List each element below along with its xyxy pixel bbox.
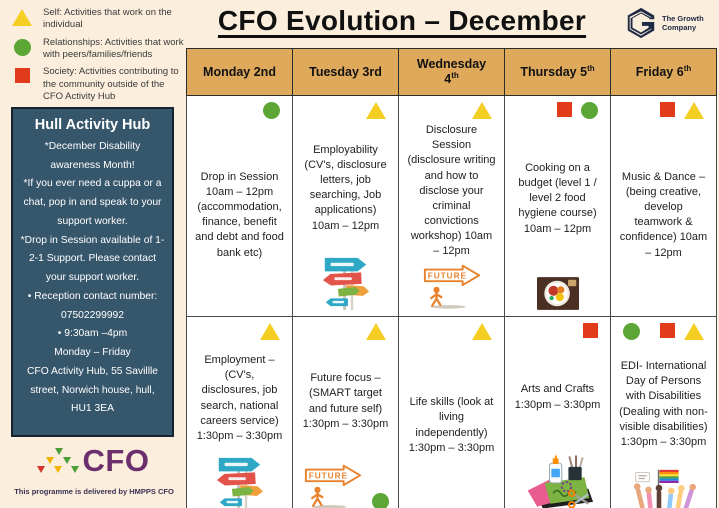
cell-text: Arts and Crafts 1:30pm – 3:30pm: [514, 383, 601, 411]
day-header-row: [187, 49, 717, 96]
calendar-cell-wednesday-pm: [399, 316, 505, 508]
hub-line: *If you ever need a cuppa or a chat, pop in and speak to your support worker.: [23, 178, 162, 227]
marker-row: [404, 101, 499, 121]
square-marker-icon: [557, 102, 572, 117]
calendar-cell-tuesday-pm: [293, 316, 399, 508]
self-triangle-icon: [12, 9, 32, 26]
day-header-wednesday: Wednesday 4th: [399, 49, 505, 96]
calendar-table: [186, 48, 717, 508]
circle-marker-icon: [581, 102, 598, 119]
square-marker-icon: [660, 323, 675, 338]
legend-item-relationships: [10, 37, 184, 62]
relationships-circle-icon: [14, 39, 31, 56]
cell-image: [510, 277, 605, 310]
growth-company-logo: [624, 6, 716, 40]
square-marker-icon: [583, 323, 598, 338]
calendar-cell-tuesday-am: [293, 96, 399, 317]
hub-line: CFO Activity Hub, 55 Savillle street, Norwich house, hull, HU1 3EA: [26, 365, 159, 415]
hub-line: Monday – Friday: [54, 347, 131, 359]
marker-row: [510, 322, 605, 342]
cell-text: Cooking on a budget (level 1 / level 2 food hygiene course) 10am – 12pm: [518, 161, 597, 235]
signpost-icon: [317, 256, 375, 310]
growth-company-g-icon: [624, 6, 658, 40]
legend: [10, 7, 184, 103]
marker-row: [192, 322, 287, 342]
hub-title: Hull Activity Hub: [34, 117, 151, 133]
cell-text: Life skills (look at living independently) 1:30pm – 3:30pm: [408, 396, 495, 454]
marker-row: [192, 101, 287, 121]
circle-marker-icon: [623, 323, 640, 340]
calendar-cell-friday-am: [611, 96, 717, 317]
day-header-thursday: Thursday 5th: [505, 49, 611, 96]
triangle-marker-icon: [684, 102, 704, 119]
square-marker-icon: [660, 102, 675, 117]
cell-image: [298, 256, 393, 310]
cfo-logo: [28, 443, 158, 479]
legend-label: Self: Activities that work on the individual: [43, 7, 172, 31]
arts-crafts-icon: [522, 454, 594, 508]
calendar-cell-thursday-am: [505, 96, 611, 317]
legend-item-self: [10, 7, 184, 32]
cell-text: Music & Dance – (being creative, develop teamwork & confidence) 10am – 12pm: [619, 170, 708, 259]
afternoon-session-row: [187, 316, 717, 508]
hub-info-panel: [11, 107, 174, 437]
calendar-cell-monday-am: [187, 96, 293, 317]
page-title: CFO Evolution – December: [217, 5, 587, 36]
hub-line: • Reception contact number: 07502299992: [27, 290, 158, 321]
day-header-monday: Monday 2nd: [187, 49, 293, 96]
triangle-marker-icon: [472, 102, 492, 119]
cell-image: [192, 456, 287, 508]
triangle-marker-icon: [472, 323, 492, 340]
cell-text: Employment – (CV's, disclosures, job search, national careers service) 1:30pm – 3:30pm: [196, 354, 283, 442]
food-photo: [537, 277, 579, 310]
calendar-cell-monday-pm: [187, 316, 293, 508]
marker-row: [616, 322, 711, 342]
society-square-icon: [15, 68, 30, 83]
svg-text:FUTURE: FUTURE: [308, 471, 348, 481]
day-header-friday: Friday 6th: [611, 49, 717, 96]
calendar-cell-thursday-pm: [505, 316, 611, 508]
signpost-icon: [211, 456, 269, 508]
marker-row: [298, 101, 393, 121]
cell-image: [404, 262, 499, 310]
cfo-logo-text: CFO: [82, 443, 150, 478]
cell-image: [298, 462, 393, 508]
cell-text: Disclosure Session (disclosure writing and how to disclose your criminal convictions workshop) 10am – 12pm: [407, 124, 496, 258]
triangle-marker-icon: [684, 323, 704, 340]
calendar-cell-friday-pm: [611, 316, 717, 508]
marker-row: [510, 101, 605, 121]
legend-item-society: [10, 66, 184, 103]
pride-hands-flag-icon: [629, 468, 699, 508]
circle-marker-icon: [372, 493, 389, 508]
cell-text: Employability (CV's, disclosure letters, job searching, Job applications) 10am – 12pm: [304, 143, 387, 232]
cell-text: EDI- International Day of Persons with Disabilities (Dealing with non-visible disabilities) 1:30pm – 3:30pm: [619, 360, 708, 448]
svg-text:FUTURE: FUTURE: [427, 271, 467, 281]
triangle-marker-icon: [260, 323, 280, 340]
legend-label: Society: Activities contributing to the community outside of the CFO Activity Hub: [43, 66, 179, 103]
future-sign-icon: [302, 462, 364, 508]
marker-row: [298, 322, 393, 342]
cell-image: [616, 468, 711, 508]
cell-text: Future focus – (SMART target and future self) 1:30pm – 3:30pm: [302, 372, 389, 430]
footer-note: This programme is delivered by HMPPS CFO: [14, 487, 174, 496]
calendar-cell-wednesday-am: [399, 96, 505, 317]
marker-row: [404, 322, 499, 342]
cell-text: Drop in Session 10am – 12pm (accommodation, finance, benefit and debt and food bank etc): [195, 170, 284, 259]
marker-row: [616, 101, 711, 121]
hub-line: *December Disability awareness Month!: [44, 141, 141, 171]
hub-line: • 9:30am –4pm: [57, 328, 128, 340]
triangle-marker-icon: [366, 323, 386, 340]
growth-company-label: The Growth Company: [662, 14, 704, 32]
hub-line: *Drop in Session available of 1-2-1 Support. Please contact your support worker.: [20, 234, 165, 284]
day-header-tuesday: Tuesday 3rd: [293, 49, 399, 96]
circle-marker-icon: [263, 102, 280, 119]
cell-image: [510, 454, 605, 508]
morning-session-row: [187, 96, 717, 317]
future-sign-icon: [421, 262, 483, 310]
legend-label: Relationships: Activities that work with peers/families/friends: [43, 36, 184, 61]
cfo-triangles-icon: [37, 447, 81, 475]
triangle-marker-icon: [366, 102, 386, 119]
